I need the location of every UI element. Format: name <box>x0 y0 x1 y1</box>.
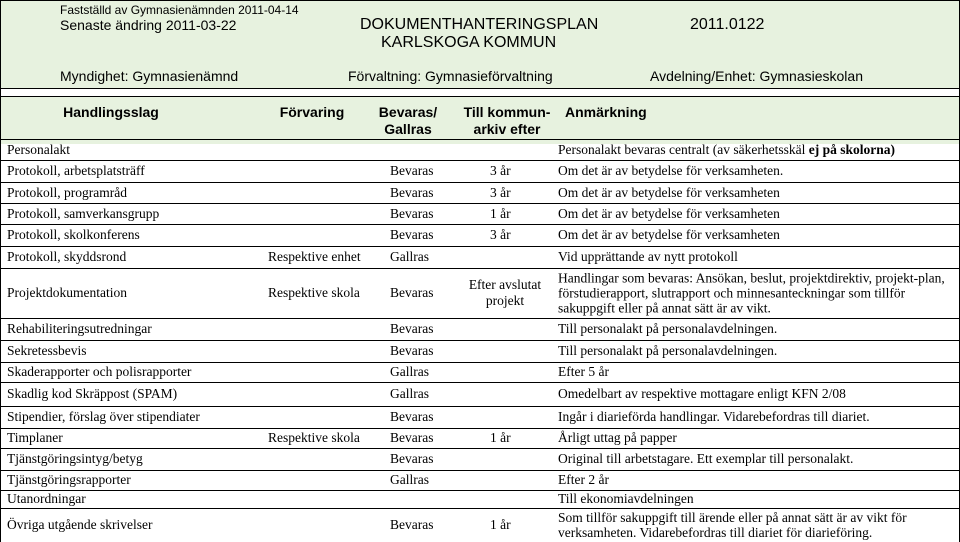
cell-archive: Efter avslutat projekt <box>468 277 542 308</box>
cell-name: Skaderapporter och polisrapporter <box>7 364 192 379</box>
table-row <box>0 182 960 203</box>
cell-name: Utanordningar <box>7 491 86 506</box>
cell-name: Protokoll, arbetsplatsträff <box>7 163 145 178</box>
authority-label: Myndighet: Gymnasienämnd <box>60 68 239 84</box>
cell-note: Efter 5 år <box>558 364 609 379</box>
cell-keep: Bevaras <box>390 184 434 200</box>
last-modified-line: Senaste ändring 2011-03-22 <box>60 17 237 33</box>
cell-name: Rehabiliteringsutredningar <box>7 321 152 336</box>
cell-keep: Gallras <box>390 364 429 379</box>
table-row <box>0 160 960 182</box>
column-header-anmarkning: Anmärkning <box>565 104 647 120</box>
cell-note: Till personalakt på personalavdelningen. <box>558 321 778 336</box>
table-row <box>0 428 960 448</box>
column-header-bevaras-gallras: Bevaras/ Gallras <box>378 104 438 137</box>
cell-archive: 1 år <box>490 517 511 532</box>
cell-keep: Gallras <box>390 472 429 487</box>
cell-keep: Bevaras <box>390 409 434 424</box>
cell-note: Till ekonomiavdelningen <box>558 491 694 506</box>
table-row <box>0 490 960 508</box>
table-row <box>0 382 960 406</box>
cell-keep: Bevaras <box>390 517 434 532</box>
cell-keep: Bevaras <box>390 285 434 300</box>
cell-name: Tjänstgöringsintyg/betyg <box>7 451 143 466</box>
cell-keep: Gallras <box>390 386 429 401</box>
cell-archive: 3 år <box>490 184 511 200</box>
cell-note: Till personalakt på personalavdelningen. <box>558 343 778 358</box>
table-row <box>0 139 960 160</box>
table-row <box>0 362 960 382</box>
cell-keep: Bevaras <box>390 163 434 178</box>
cell-archive: 3 år <box>490 227 511 242</box>
cell-archive: 1 år <box>490 205 511 221</box>
cell-keep: Bevaras <box>390 321 434 336</box>
column-header-forvaring: Förvaring <box>279 104 345 120</box>
cell-name: Sekretessbevis <box>7 343 87 358</box>
cell-note: Om det är av betydelse för verksamheten <box>558 184 780 200</box>
cell-note: Om det är av betydelse för verksamheten. <box>558 163 784 178</box>
cell-archive: 1 år <box>490 430 511 445</box>
table-row <box>0 508 960 542</box>
cell-note: Omedelbart av respektive mottagare enligt KFN 2/08 <box>558 386 846 401</box>
cell-keep: Bevaras <box>390 227 434 242</box>
cell-note: Vid upprättande av nytt protokoll <box>558 249 738 264</box>
cell-note: Om det är av betydelse för verksamheten <box>558 205 780 221</box>
cell-name: Övriga utgående skrivelser <box>7 517 153 532</box>
document-header <box>0 0 960 144</box>
table-row <box>0 246 960 268</box>
cell-note-bold: ej på skolorna) <box>808 141 896 157</box>
cell-note: Om det är av betydelse för verksamheten <box>558 227 780 242</box>
table-row <box>0 268 960 318</box>
cell-keep: Bevaras <box>390 430 434 445</box>
cell-name: Protokoll, programråd <box>7 184 127 200</box>
table-row <box>0 406 960 428</box>
cell-name: Tjänstgöringsrapporter <box>7 472 131 487</box>
cell-note: Original till arbetstagare. Ett exemplar till personalakt. <box>558 451 854 466</box>
cell-archive: 3 år <box>490 163 511 178</box>
cell-note: Personalakt bevaras centralt (av säkerhetsskäl ej på skolorna) <box>558 141 896 157</box>
cell-storage: Respektive skola <box>268 430 360 445</box>
cell-note: Efter 2 år <box>558 472 609 487</box>
column-header-till-kommunarkiv: Till kommun- arkiv efter <box>463 104 551 137</box>
cell-name: Timplaner <box>7 430 63 445</box>
table-row <box>0 203 960 224</box>
cell-keep: Bevaras <box>390 343 434 358</box>
table-row <box>0 448 960 470</box>
cell-name: Protokoll, samverkansgrupp <box>7 205 160 221</box>
cell-storage: Respektive enhet <box>268 249 361 264</box>
administration-label: Förvaltning: Gymnasieförvaltning <box>348 68 553 84</box>
cell-note: Handlingar som bevaras: Ansökan, beslut, projektdirektiv, projekt-plan, förstudierapport, slutrapport och minnesanteckningar som tillför sakuppgift eller på annat sätt är av vikt. <box>558 270 945 316</box>
unit-label: Avdelning/Enhet: Gymnasieskolan <box>650 68 863 84</box>
cell-name: Projektdokumentation <box>7 285 127 300</box>
table-row <box>0 340 960 362</box>
table-row <box>0 318 960 340</box>
table-row <box>0 224 960 246</box>
cell-note: Som tillför sakuppgift till ärende eller på annat sätt är av vikt för verksamheten. Vidarebefordras till diariet för diarieföring. <box>558 510 907 540</box>
cell-name: Personalakt <box>7 141 70 157</box>
cell-keep: Bevaras <box>390 205 434 221</box>
cell-name: Protokoll, skyddsrond <box>7 249 127 264</box>
cell-name: Skadlig kod Skräppost (SPAM) <box>7 386 178 401</box>
document-title: DOKUMENTHANTERINGSPLAN <box>360 16 599 33</box>
cell-keep: Bevaras <box>390 451 434 466</box>
cell-storage: Respektive skola <box>268 285 360 300</box>
cell-name: Stipendier, förslag över stipendiater <box>7 409 200 424</box>
table-row <box>0 470 960 490</box>
cell-name: Protokoll, skolkonferens <box>7 227 140 242</box>
cell-keep: Gallras <box>390 249 429 264</box>
cell-note: Årligt uttag på papper <box>558 430 677 445</box>
cell-note: Ingår i diarieförda handlingar. Vidarebefordras till diariet. <box>558 409 870 424</box>
column-header-handlingsslag: Handlingsslag <box>63 104 159 120</box>
organization-name: KARLSKOGA KOMMUN <box>381 34 557 51</box>
approval-line: Fastställd av Gymnasienämnden 2011-04-14 <box>60 3 299 17</box>
document-number: 2011.0122 <box>690 16 765 33</box>
